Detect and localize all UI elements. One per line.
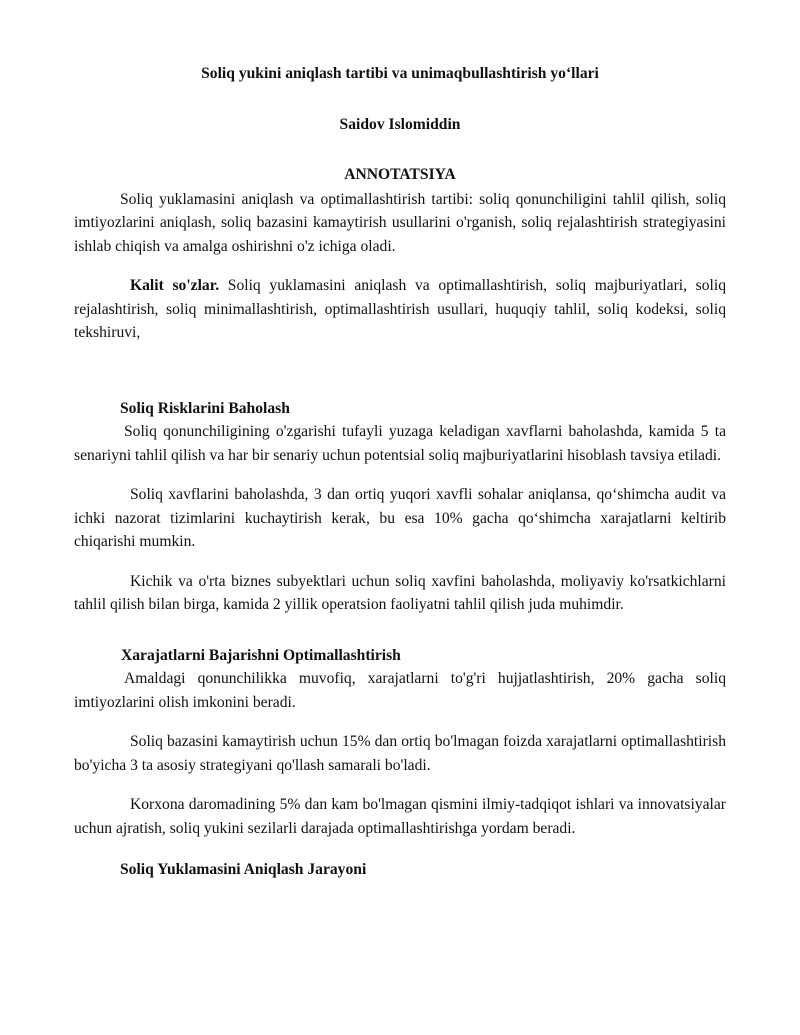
section-paragraph: Amaldagi qonunchilikka muvofiq, xarajatlarni to'g'ri hujjatlashtirish, 20% gacha soliq imtiyozlarini olish imkonini beradi. — [74, 670, 726, 711]
section-paragraph: Soliq bazasini kamaytirish uchun 15% dan ortiq bo'lmagan foizda xarajatlarni optimallashtirish bo'yicha 3 ta asosiy strategiyani qo'llash samarali bo'ladi. — [74, 733, 726, 774]
document-page — [74, 62, 726, 882]
annotation-heading: ANNOTATSIYA — [344, 166, 456, 183]
section-paragraph: Soliq xavflarini baholashda, 3 dan ortiq yuqori xavfli sohalar aniqlansa, qo‘shimcha audit va ichki nazorat tizimlarini kuchaytirish kerak, bu esa 10% gacha qo‘shimcha xarajatlarni keltirib chiqarishi mumkin. — [74, 486, 726, 550]
author-name: Saidov Islomiddin — [339, 115, 461, 133]
annotation-paragraph: Soliq yuklamasini aniqlash va optimallashtirish tartibi: soliq qonunchiligini tahlil qilish, soliq imtiyozlarini aniqlash, soliq bazasini kamaytirish usullarini o'rganish, soliq rejalashtirish strategiyasini ishlab chiqish va amalga oshirishni o'z ichiga oladi. — [74, 190, 726, 255]
section-heading-process: Soliq Yuklamasini Aniqlash Jarayoni — [120, 861, 367, 878]
keywords-paragraph — [74, 274, 726, 345]
keywords-text: Soliq yuklamasini aniqlash va optimallashtirish, soliq majburiyatlari, soliq rejalashtirish, soliq minimallashtirish, optimallashtirish usullari, huquqiy tahlil, soliq kodeksi, soliq tekshiruvi, — [74, 277, 726, 341]
keywords-label: Kalit so'zlar. — [130, 277, 220, 294]
section-heading-expenses: Xarajatlarni Bajarishni Optimallashtirish — [121, 646, 401, 664]
section-heading-risks: Soliq Risklarini Baholash — [120, 399, 290, 417]
paper-title: Soliq yukini aniqlash tartibi va unimaqbullashtirish yo‘llari — [201, 65, 599, 82]
section-paragraph: Kichik va o'rta biznes subyektlari uchun soliq xavfini baholashda, moliyaviy ko'rsatkichlarni tahlil qilish bilan birga, kamida 2 yillik operatsion faoliyatni tahlil qilish juda muhimdir. — [74, 572, 726, 613]
section-paragraph: Soliq qonunchiligining o'zgarishi tufayli yuzaga keladigan xavflarni baholashda, kamida 5 ta senariyni tahlil qilish va har bir senariy uchun potentsial soliq majburiyatlarini hisoblash tavsiya etiladi. — [74, 423, 726, 464]
section-paragraph: Korxona daromadining 5% dan kam bo'lmagan qismini ilmiy-tadqiqot ishlari va innovatsiyalar uchun ajratish, soliq yukini sezilarli darajada optimallashtirishga yordam beradi. — [74, 796, 726, 837]
